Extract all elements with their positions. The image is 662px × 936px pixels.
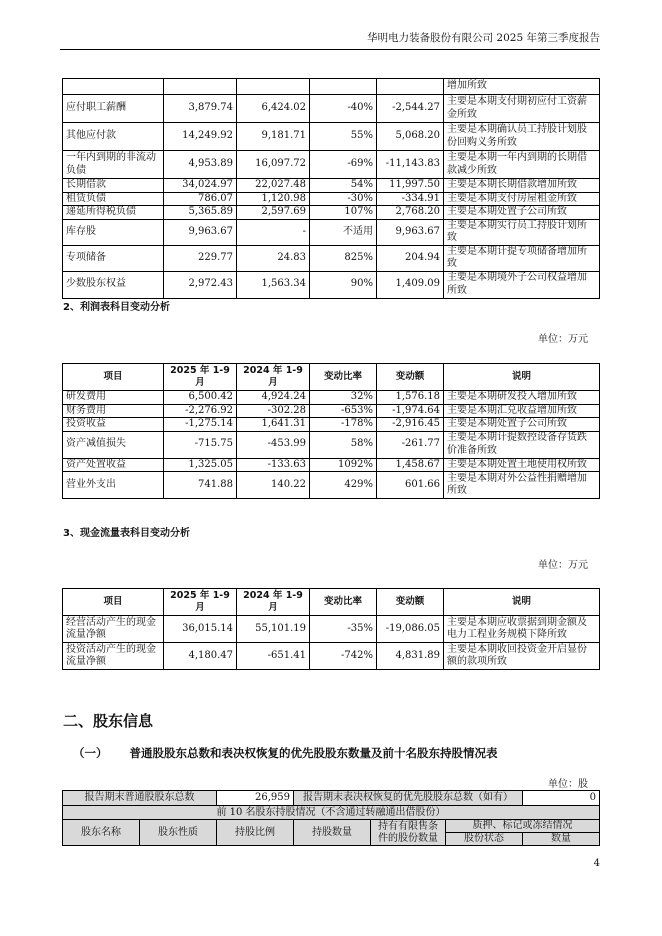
note-cell: 主要是本期境外子公司权益增加所致 bbox=[444, 271, 600, 298]
report-header: 华明电力装备股份有限公司 2025 年第三季度报告 bbox=[60, 30, 600, 50]
item-cell: 少数股东权益 bbox=[63, 271, 164, 298]
change-rate-cell: 54% bbox=[310, 179, 377, 193]
col-pledge-status: 质押、标记或冻结情况 bbox=[446, 820, 600, 833]
note-cell: 主要是本期长期借款增加所致 bbox=[444, 179, 600, 193]
item-cell: 长期借款 bbox=[63, 179, 164, 193]
table-row bbox=[63, 123, 600, 151]
change-amount-cell: -1,974.64 bbox=[377, 404, 444, 418]
note-cell: 主要是本期收回投资金开启显份额的款项所致 bbox=[444, 643, 600, 670]
item-cell: 经营活动产生的现金流量净额 bbox=[63, 616, 164, 643]
value-2024-cell: 9,181.71 bbox=[237, 123, 310, 151]
table-row bbox=[63, 179, 600, 193]
income-unit: 单位：万元 bbox=[538, 334, 588, 345]
value-2024-cell bbox=[237, 79, 310, 95]
note-cell: 主要是本期一年内到期的长期借款减少所致 bbox=[444, 151, 600, 179]
cashflow-header-change: 变动额 bbox=[377, 589, 444, 616]
col-share-state: 股份状态 bbox=[446, 833, 523, 846]
value-2025-cell: 2,972.43 bbox=[164, 271, 237, 298]
cashflow-header-2024: 2024 年 1-9 月 bbox=[237, 589, 310, 616]
table-row bbox=[63, 79, 600, 95]
change-rate-cell: -653% bbox=[310, 404, 377, 418]
income-header-note: 说明 bbox=[444, 364, 600, 391]
col-shareholder-nature: 股东性质 bbox=[140, 820, 217, 846]
preferred-shareholders-label: 报告期末表决权恢复的优先股股东总数（如有） bbox=[294, 791, 523, 806]
income-change-table bbox=[62, 363, 600, 499]
value-2024-cell: 6,424.02 bbox=[237, 95, 310, 123]
change-rate-cell: 90% bbox=[310, 271, 377, 298]
change-amount-cell: 1,458.67 bbox=[377, 458, 444, 472]
item-cell: 研发费用 bbox=[63, 391, 164, 405]
value-2025-cell: 5,365.89 bbox=[164, 206, 237, 220]
col-share-count: 数量 bbox=[523, 833, 600, 846]
change-rate-cell: 32% bbox=[310, 391, 377, 405]
subsection-number: （一） bbox=[73, 746, 108, 760]
change-amount-cell: -334.91 bbox=[377, 192, 444, 206]
change-amount-cell: -2,916.45 bbox=[377, 418, 444, 432]
item-cell: 资产处置收益 bbox=[63, 458, 164, 472]
value-2024-cell: -453.99 bbox=[237, 431, 310, 458]
value-2024-cell: -302.28 bbox=[237, 404, 310, 418]
note-cell: 主要是本期应收票据到期金额及电力工程业务规模下降所致 bbox=[444, 616, 600, 643]
value-2024-cell: 4,924.24 bbox=[237, 391, 310, 405]
table-row bbox=[63, 219, 600, 245]
balance-sheet-change-table bbox=[62, 78, 600, 299]
change-amount-cell: 601.66 bbox=[377, 472, 444, 499]
col-restricted-shares: 持有有限售条件的股份数量 bbox=[371, 820, 446, 846]
value-2024-cell: - bbox=[237, 219, 310, 245]
item-cell: 一年内到期的非流动负债 bbox=[63, 151, 164, 179]
note-cell: 增加所致 bbox=[444, 79, 600, 95]
table-row bbox=[63, 245, 600, 271]
table-row bbox=[63, 192, 600, 206]
change-amount-cell: -19,086.05 bbox=[377, 616, 444, 643]
cashflow-section-title: 3、现金流量表科目变动分析 bbox=[63, 528, 190, 539]
change-amount-cell: 11,997.50 bbox=[377, 179, 444, 193]
item-cell: 财务费用 bbox=[63, 404, 164, 418]
note-cell: 主要是本期支付期初应付工资薪金所致 bbox=[444, 95, 600, 123]
note-cell: 主要是本期处置土地使用权所致 bbox=[444, 458, 600, 472]
value-2024-cell: 1,563.34 bbox=[237, 271, 310, 298]
note-cell: 主要是本期计提专项储备增加所致 bbox=[444, 245, 600, 271]
col-share-ratio: 持股比例 bbox=[217, 820, 294, 846]
item-cell: 租赁负债 bbox=[63, 192, 164, 206]
value-2024-cell: 55,101.19 bbox=[237, 616, 310, 643]
change-rate-cell: 58% bbox=[310, 431, 377, 458]
shareholder-unit: 单位：股 bbox=[548, 779, 588, 790]
value-2024-cell: 1,120.98 bbox=[237, 192, 310, 206]
income-header-2025: 2025 年 1-9 月 bbox=[164, 364, 237, 391]
table-row bbox=[63, 206, 600, 220]
value-2025-cell: -1,275.14 bbox=[164, 418, 237, 432]
shareholder-table bbox=[62, 790, 600, 846]
change-amount-cell: 9,963.67 bbox=[377, 219, 444, 245]
change-amount-cell: -2,544.27 bbox=[377, 95, 444, 123]
income-header-item: 项目 bbox=[63, 364, 164, 391]
change-rate-cell: 429% bbox=[310, 472, 377, 499]
note-cell: 主要是本期确认员工持股计划股份回购义务所致 bbox=[444, 123, 600, 151]
change-rate-cell: -35% bbox=[310, 616, 377, 643]
value-2025-cell: 4,953.89 bbox=[164, 151, 237, 179]
item-cell: 资产减值损失 bbox=[63, 431, 164, 458]
page-number: 4 bbox=[593, 858, 600, 869]
table-row bbox=[63, 95, 600, 123]
change-rate-cell: -30% bbox=[310, 192, 377, 206]
value-2024-cell: 140.22 bbox=[237, 472, 310, 499]
value-2025-cell: 9,963.67 bbox=[164, 219, 237, 245]
value-2025-cell: 1,325.05 bbox=[164, 458, 237, 472]
note-cell: 主要是本期支付房屋租金所致 bbox=[444, 192, 600, 206]
value-2024-cell: -651.41 bbox=[237, 643, 310, 670]
item-cell: 库存股 bbox=[63, 219, 164, 245]
change-rate-cell: 107% bbox=[310, 206, 377, 220]
value-2024-cell: 16,097.72 bbox=[237, 151, 310, 179]
value-2025-cell: 6,500.42 bbox=[164, 391, 237, 405]
change-amount-cell: -11,143.83 bbox=[377, 151, 444, 179]
item-cell: 其他应付款 bbox=[63, 123, 164, 151]
change-rate-cell: 不适用 bbox=[310, 219, 377, 245]
change-rate-cell: 1092% bbox=[310, 458, 377, 472]
value-2025-cell: -715.75 bbox=[164, 431, 237, 458]
change-amount-cell: 1,576.18 bbox=[377, 391, 444, 405]
note-cell: 主要是本期汇兑收益增加所致 bbox=[444, 404, 600, 418]
change-amount-cell: -261.77 bbox=[377, 431, 444, 458]
change-amount-cell: 204.94 bbox=[377, 245, 444, 271]
cashflow-unit: 单位：万元 bbox=[538, 560, 588, 571]
cashflow-header-rate: 变动比率 bbox=[310, 589, 377, 616]
change-amount-cell bbox=[377, 79, 444, 95]
value-2024-cell: 2,597.69 bbox=[237, 206, 310, 220]
change-rate-cell: -69% bbox=[310, 151, 377, 179]
table-row bbox=[63, 404, 600, 418]
change-amount-cell: 1,409.09 bbox=[377, 271, 444, 298]
change-rate-cell: 55% bbox=[310, 123, 377, 151]
income-header-2024: 2024 年 1-9 月 bbox=[237, 364, 310, 391]
item-cell: 投资活动产生的现金流量净额 bbox=[63, 643, 164, 670]
income-header-rate: 变动比率 bbox=[310, 364, 377, 391]
shareholder-section-title: 二、股东信息 bbox=[63, 712, 154, 730]
cashflow-header-note: 说明 bbox=[444, 589, 600, 616]
value-2025-cell: 786.07 bbox=[164, 192, 237, 206]
table-row bbox=[63, 431, 600, 458]
table-row bbox=[63, 643, 600, 670]
item-cell bbox=[63, 79, 164, 95]
top10-label: 前 10 名股东持股情况（不含通过转融通出借股份） bbox=[63, 806, 600, 820]
item-cell: 营业外支出 bbox=[63, 472, 164, 499]
table-row bbox=[63, 151, 600, 179]
cashflow-header-2025: 2025 年 1-9 月 bbox=[164, 589, 237, 616]
value-2025-cell bbox=[164, 79, 237, 95]
change-amount-cell: 5,068.20 bbox=[377, 123, 444, 151]
change-rate-cell: -40% bbox=[310, 95, 377, 123]
value-2025-cell: 36,015.14 bbox=[164, 616, 237, 643]
change-rate-cell bbox=[310, 79, 377, 95]
item-cell: 投资收益 bbox=[63, 418, 164, 432]
shareholder-subsection-title bbox=[73, 745, 498, 761]
value-2025-cell: 741.88 bbox=[164, 472, 237, 499]
value-2025-cell: -2,276.92 bbox=[164, 404, 237, 418]
cashflow-header-item: 项目 bbox=[63, 589, 164, 616]
table-row bbox=[63, 391, 600, 405]
subsection-text: 普通股股东总数和表决权恢复的优先股股东数量及前十名股东持股情况表 bbox=[129, 746, 498, 760]
note-cell: 主要是本期处置子公司所致 bbox=[444, 418, 600, 432]
table-row bbox=[63, 472, 600, 499]
income-header-change: 变动额 bbox=[377, 364, 444, 391]
change-rate-cell: -742% bbox=[310, 643, 377, 670]
value-2024-cell: 24.83 bbox=[237, 245, 310, 271]
income-section-title: 2、利润表科目变动分析 bbox=[63, 302, 170, 313]
total-shareholders-label: 报告期末普通股股东总数 bbox=[63, 791, 217, 806]
note-cell: 主要是本期对外公益性捐赠增加所致 bbox=[444, 472, 600, 499]
change-amount-cell: 4,831.89 bbox=[377, 643, 444, 670]
item-cell: 应付职工薪酬 bbox=[63, 95, 164, 123]
col-shareholder-name: 股东名称 bbox=[63, 820, 140, 846]
change-rate-cell: 825% bbox=[310, 245, 377, 271]
change-rate-cell: -178% bbox=[310, 418, 377, 432]
total-shareholders-value: 26,959 bbox=[217, 791, 294, 806]
note-cell: 主要是本期计提数控设备存货跌价准备所致 bbox=[444, 431, 600, 458]
value-2024-cell: -133.63 bbox=[237, 458, 310, 472]
item-cell: 递延所得税负债 bbox=[63, 206, 164, 220]
value-2025-cell: 34,024.97 bbox=[164, 179, 237, 193]
value-2024-cell: 1,641.31 bbox=[237, 418, 310, 432]
value-2025-cell: 229.77 bbox=[164, 245, 237, 271]
col-share-quantity: 持股数量 bbox=[294, 820, 371, 846]
item-cell: 专项储备 bbox=[63, 245, 164, 271]
value-2025-cell: 4,180.47 bbox=[164, 643, 237, 670]
note-cell: 主要是本期实行员工持股计划所致 bbox=[444, 219, 600, 245]
note-cell: 主要是本期处置子公司所致 bbox=[444, 206, 600, 220]
table-row bbox=[63, 271, 600, 298]
value-2024-cell: 22,027.48 bbox=[237, 179, 310, 193]
table-row bbox=[63, 418, 600, 432]
value-2025-cell: 3,879.74 bbox=[164, 95, 237, 123]
table-row bbox=[63, 616, 600, 643]
note-cell: 主要是本期研发投入增加所致 bbox=[444, 391, 600, 405]
change-amount-cell: 2,768.20 bbox=[377, 206, 444, 220]
preferred-shareholders-value: 0 bbox=[523, 791, 600, 806]
value-2025-cell: 14,249.92 bbox=[164, 123, 237, 151]
table-row bbox=[63, 458, 600, 472]
cashflow-change-table bbox=[62, 588, 600, 670]
